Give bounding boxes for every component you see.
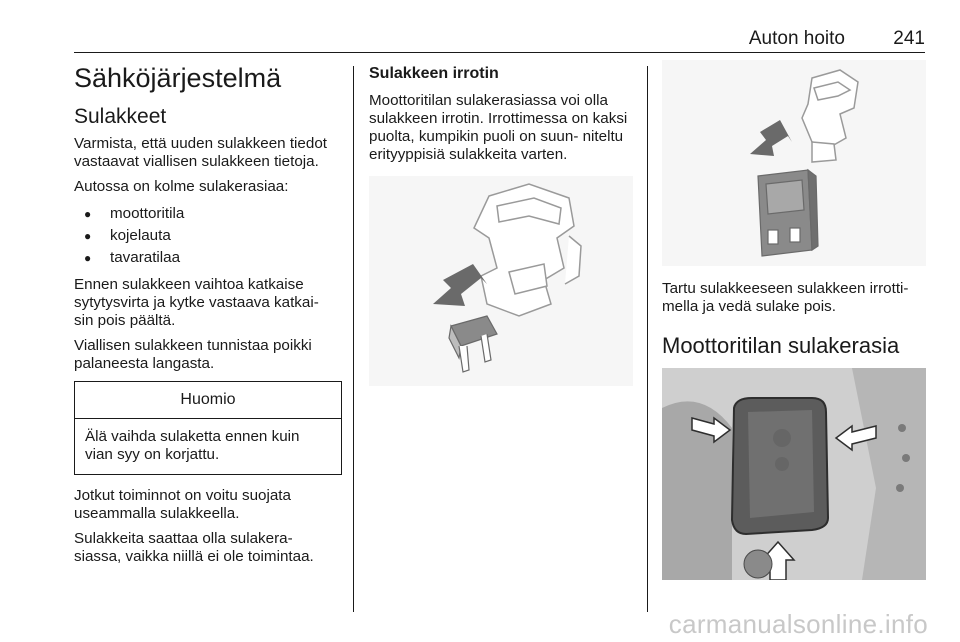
engine-fuse-box-photo <box>662 368 926 580</box>
paragraph: Moottoritilan sulakerasiassa voi olla sulakkeen irrotin. Irrottimessa on kaksi puolta, kumpikin puoli on suun- niteltu erityyppisiä sulakkeita varten. <box>369 92 628 163</box>
list-item: ● moottoritila <box>74 203 342 225</box>
fuse-removal-drawing <box>662 60 926 266</box>
paragraph: Varmista, että uuden sulakkeen tiedot vastaavat viallisen sulakkeen tietoja. <box>74 135 327 170</box>
section-heading: Sulakkeet <box>74 105 167 128</box>
paragraph: Tartu sulakkeeseen sulakkeen irrotti- mella ja vedä sulake pois. <box>662 280 909 315</box>
page-header <box>74 26 925 53</box>
notice-title: Huomio <box>75 382 341 419</box>
fuse-removal-illustration <box>662 60 926 266</box>
column-divider <box>647 66 648 612</box>
list-item: ● tavaratilaa <box>74 247 342 269</box>
paragraph: Sulakkeita saattaa olla sulakera- siassa, vaikka niillä ei ole toimintaa. <box>74 530 314 565</box>
page-title: Sähköjärjestelmä <box>74 63 282 93</box>
column-right <box>662 60 926 580</box>
column-divider <box>353 66 354 612</box>
paragraph: Viallisen sulakkeen tunnistaa poikki palaneesta langasta. <box>74 337 312 372</box>
section-heading: Moottoritilan sulakerasia <box>662 333 900 358</box>
notice-text: Älä vaihda sulaketta ennen kuin vian syy on korjattu. <box>85 428 300 463</box>
notice-box <box>74 381 342 475</box>
fuse-puller-illustration <box>369 176 633 386</box>
engine-bay-drawing <box>662 368 926 580</box>
fuse-box-list <box>74 203 342 269</box>
fuse-puller-drawing <box>369 176 633 386</box>
section-title: Auton hoito <box>748 28 845 49</box>
page-number: 241 <box>893 28 925 49</box>
section-heading: Sulakkeen irrotin <box>369 65 499 82</box>
column-left <box>74 60 342 573</box>
paragraph: Jotkut toiminnot on voitu suojata useammalla sulakkeella. <box>74 487 291 522</box>
paragraph: Autossa on kolme sulakerasiaa: <box>74 178 289 195</box>
notice-body <box>75 419 341 474</box>
list-item: ● kojelauta <box>74 225 342 247</box>
watermark: carmanualsonline.info <box>668 609 928 639</box>
column-middle <box>369 60 635 386</box>
paragraph: Ennen sulakkeen vaihtoa katkaise sytytysvirta ja kytke vastaava katkai- sin pois päältä. <box>74 276 319 329</box>
